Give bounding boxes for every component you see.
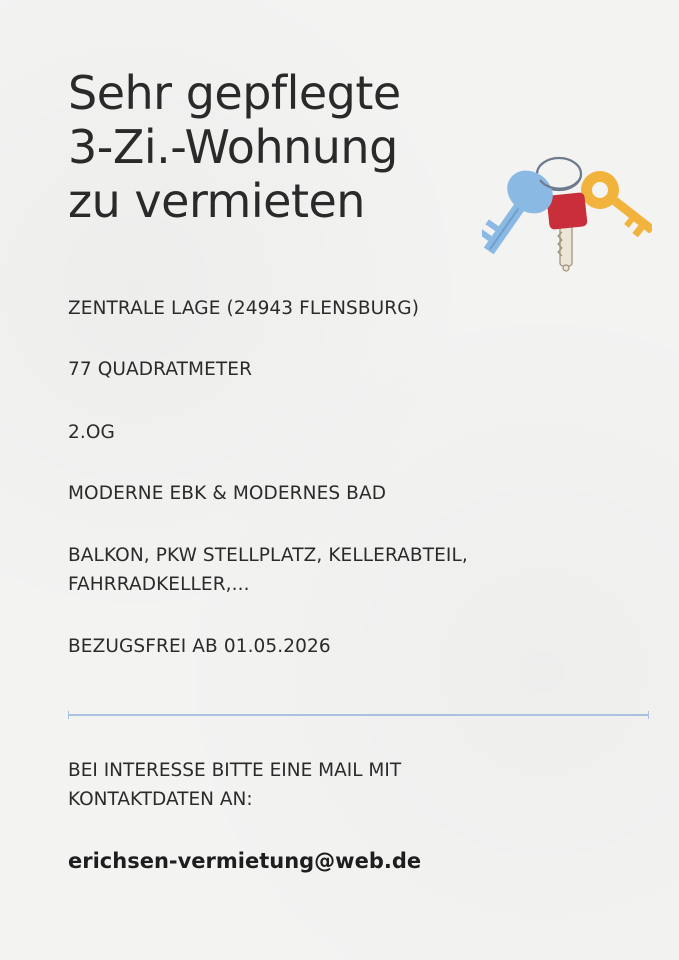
feature-extras-line-2: FAHRRADKELLER,... <box>68 574 250 595</box>
contact-text <box>68 756 401 814</box>
headline-line-1: Sehr gepflegte <box>68 66 401 120</box>
feature-extras-line-1: BALKON, PKW STELLPLATZ, KELLERABTEIL, <box>68 545 468 566</box>
feature-available-from: BEZUGSFREI AB 01.05.2026 <box>68 636 331 657</box>
feature-size: 77 QUADRATMETER <box>68 359 253 380</box>
headline-line-3: zu vermieten <box>68 174 365 228</box>
contact-line-2: KONTAKTDATEN AN: <box>68 789 253 810</box>
divider <box>68 714 649 716</box>
contact-email: erichsen-vermietung@web.de <box>68 849 422 873</box>
contact-line-1: BEI INTERESSE BITTE EINE MAIL MIT <box>68 760 402 781</box>
feature-location: ZENTRALE LAGE (24943 FLENSBURG) <box>68 298 420 319</box>
feature-floor: 2.OG <box>68 422 115 443</box>
feature-kitchen-bath: MODERNE EBK & MODERNES BAD <box>68 483 387 504</box>
headline <box>68 66 538 228</box>
headline-line-2: 3-Zi.-Wohnung <box>68 120 398 174</box>
keys-icon <box>482 150 652 275</box>
